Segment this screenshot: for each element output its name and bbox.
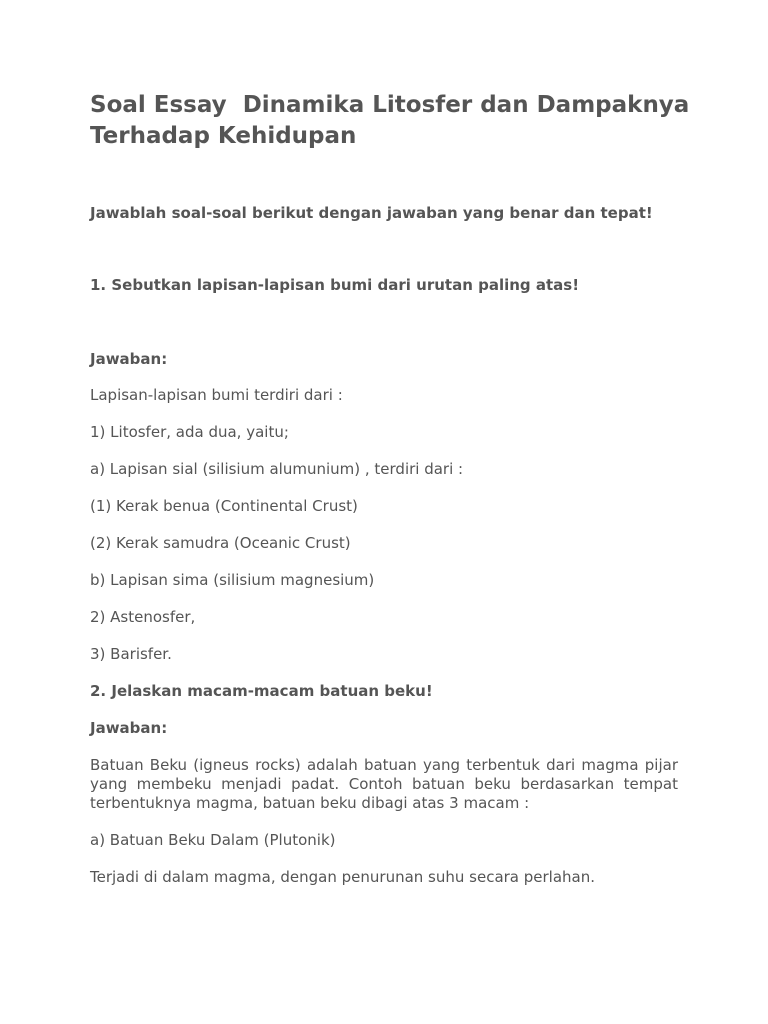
question-1: 1. Sebutkan lapisan-lapisan bumi dari urutan paling atas! — [90, 276, 580, 294]
answer-1-line: 2) Astenosfer, — [90, 608, 196, 626]
answer-2-paragraph: Batuan Beku (igneus rocks) adalah batuan yang terbentuk dari magma pijar yang membeku menjadi padat. Contoh batuan beku berdasarkan tempat terbentuknya magma, batuan beku dibagi atas 3 macam : — [90, 756, 678, 812]
answer-2-subitem: a) Batuan Beku Dalam (Plutonik) — [90, 831, 336, 849]
question-2: 2. Jelaskan macam-macam batuan beku! — [90, 682, 433, 700]
answer-2-description: Terjadi di dalam magma, dengan penurunan suhu secara perlahan. — [90, 868, 596, 886]
document-page — [90, 0, 698, 1024]
answer-1-line: 3) Barisfer. — [90, 645, 172, 663]
answer-1-line: a) Lapisan sial (silisium alumunium) , terdiri dari : — [90, 460, 464, 478]
answer-1-line: Lapisan-lapisan bumi terdiri dari : — [90, 386, 343, 404]
instruction-text: Jawablah soal-soal berikut dengan jawaban yang benar dan tepat! — [90, 204, 653, 222]
answer-1-line: 1) Litosfer, ada dua, yaitu; — [90, 423, 289, 441]
answer-label-2: Jawaban: — [90, 719, 168, 737]
answer-1-line: (2) Kerak samudra (Oceanic Crust) — [90, 534, 351, 552]
document-title: Soal Essay Dinamika Litosfer dan Dampaknya Terhadap Kehidupan — [90, 92, 698, 149]
answer-1-line: (1) Kerak benua (Continental Crust) — [90, 497, 358, 515]
answer-label-1: Jawaban: — [90, 350, 168, 368]
answer-1-line: b) Lapisan sima (silisium magnesium) — [90, 571, 375, 589]
